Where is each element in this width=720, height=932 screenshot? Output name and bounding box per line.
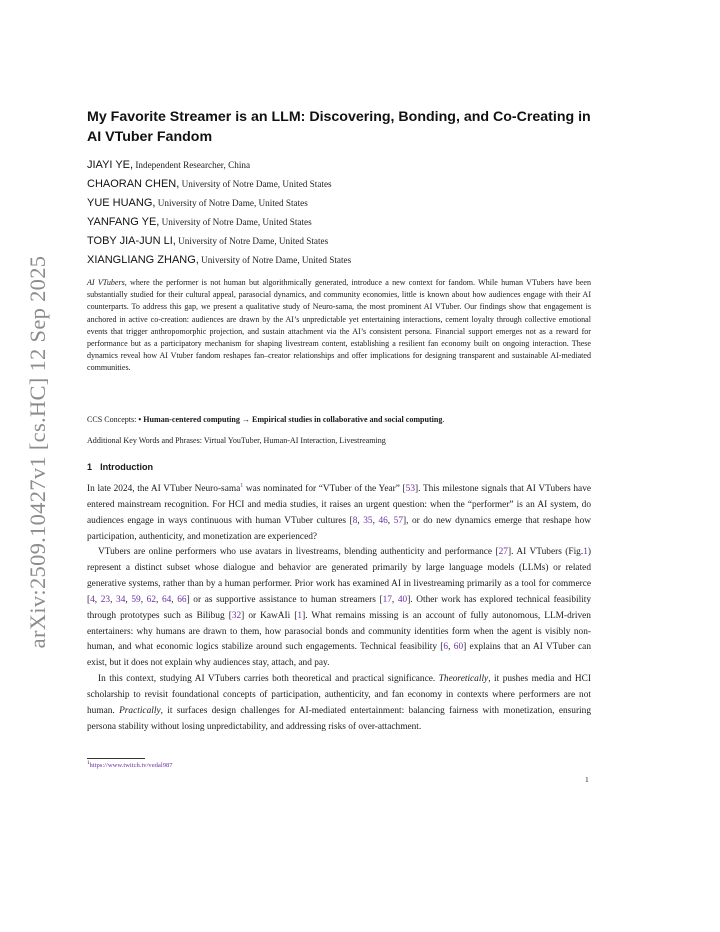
ccs-end: . [442,415,445,424]
ccs-concepts [87,415,591,424]
citation-link[interactable]: 34 [116,594,126,605]
text-run: , [140,594,147,605]
page-number: 1 [585,775,589,784]
text-run: , [110,594,117,605]
author-entry [87,213,591,232]
footnote-ref[interactable]: 1 [240,482,244,489]
citation-link[interactable]: 32 [231,610,242,621]
paper-title: My Favorite Streamer is an LLM: Discovering, Bonding, and Co-Creating in AI VTuber Fandom [87,109,591,145]
text-run: ] or as supportive assistance to human streamers [ [186,594,383,605]
author-affiliation: University of Notre Dame, United States [175,236,329,246]
author-entry [87,156,591,175]
paragraph [87,672,591,735]
text-run: , [357,515,364,526]
section-title: Introduction [100,462,154,472]
author-name: YANFANG YE, [87,216,160,228]
citation-link[interactable]: 66 [177,594,187,605]
text-run: , [94,594,101,605]
text-run: ] or KawAIi [ [241,610,298,621]
citation-link[interactable]: 8 [352,515,358,526]
text-run: In late 2024, the AI VTuber Neuro-sama [87,484,241,494]
text-run: , [125,594,132,605]
abstract-text: , where the performer is not human but algorithmically generated, introduce a new context for fandom. While human VTubers have been substantially studied for their cultural appeal, parasocial dynamics, and community economies, little is known about how audiences engage with their AI counterparts. To address this gap, we present a qualitative study of Neuro-sama, the most prominent AI VTuber. Our findings show that engagement is anchored in active co-creation: audiences are drawn by the AI’s unpredictable yet entertaining interactions, cement loyalty through collective emotional events that trigger anthropomorphic projection, and sustain attachment via the AI’s consistent persona. Financial support emerges not as a reward for performance but as a participatory mechanism for shaping livestream content, establishing a resilient fan economy built on ongoing interaction. These dynamics reveal how AI Vtuber fandom reshapes fan–creator relationships and offer implications for designing transparent and sustainable AI-mediated communities. [87,278,592,373]
emphasis: Theoretically [438,674,489,685]
author-affiliation: University of Notre Dame, United States [159,217,312,227]
author-list [87,156,591,270]
citation-link[interactable]: 59 [131,594,141,605]
abstract [87,277,591,375]
ccs-value: • Human-centered computing → Empirical studies in collaborative and social computing [138,415,443,424]
citation-link[interactable]: 27 [498,547,508,558]
author-affiliation: University of Notre Dame, United States [198,255,352,265]
citation-link[interactable]: 40 [397,594,408,605]
citation-link[interactable]: 4 [90,594,95,605]
abstract-lead: AI VTubers [87,278,125,287]
author-affiliation: University of Notre Dame, United States [179,179,332,189]
text-run: ]. This milestone signals that AI VTubers have entered mainstream recognition. For HCI and media studies, it raises an urgent question: when the “performer” is an AI system, do audiences engage in ways continuous with human VTuber cultures [ [87,484,592,526]
author-affiliation: University of Notre Dame, United States [155,198,308,208]
text-run: , [171,594,178,605]
text-run: ], or do new dynamics emerge that reshape how participation, authenticity, and monetization are experienced? [87,515,592,542]
citation-link[interactable]: 64 [161,594,172,605]
author-name: CHAORAN CHEN, [87,178,180,190]
text-run: , it surfaces design challenges for AI-mediated entertainment: balancing fairness with monetization, ensuring persona stability without losing unpredictability, and addressing risks of over-attachment. [87,705,592,732]
citation-link[interactable]: 62 [146,594,156,605]
footnote-rule [87,758,145,759]
citation-link[interactable]: 46 [378,515,388,526]
citation-link[interactable]: 35 [363,515,373,526]
text-run: was nominated for “VTuber of the Year” [ [243,484,406,494]
author-name: JIAYI YE, [87,159,134,171]
footnote [87,761,173,769]
text-run: ]. What remains missing is an account of fully autonomous, LLM-driven entertainers: why humans are drawn to them, how parasocial bonds and community identities form when the agent is visibly non-human, and what economic logics stabilize around such engagements. Technical feasibility [ [87,610,591,653]
author-affiliation: Independent Researcher, China [133,160,251,170]
text-run: ]. AI VTubers (Fig. [507,547,584,558]
text-run: VTubers are online performers who use avatars in livestreams, blending authenticity and performance [ [98,547,499,558]
section-number: 1 [87,462,93,472]
text-run: ]. Other work has explored technical feasibility through prototypes such as Bilibug [ [87,594,592,621]
text-run: , [372,515,379,526]
citation-link[interactable]: 1 [583,547,588,558]
citation-link[interactable]: 57 [393,515,403,526]
footnote-mark: 1 [87,761,90,766]
text-run: , [387,515,394,526]
citation-link[interactable]: 1 [297,610,303,621]
author-entry [87,232,591,251]
arxiv-identifier: arXiv:2509.10427v1 [cs.HC] 12 Sep 2025 [25,255,50,649]
paragraph [87,545,591,672]
keywords: Additional Key Words and Phrases: Virtual YouTuber, Human-AI Interaction, Livestreaming [87,436,386,445]
citation-link[interactable]: 6 [443,642,449,653]
text-run: ) represent a distinct subset whose dialogue and behavior are generated primarily by large language models (LLMs) or related generative systems, rather than by a human performer. Prior work has examined AI in livestreaming primarily as a tool for commerce [ [87,547,591,605]
author-name: TOBY JIA-JUN LI, [87,235,176,247]
citation-link[interactable]: 53 [405,484,415,494]
text-run: , [391,594,398,605]
paragraph [87,482,591,545]
text-run: In this context, studying AI VTubers carries both theoretical and practical significance. [98,674,439,685]
citation-link[interactable]: 17 [382,594,392,605]
footnote-link[interactable]: https://www.twitch.tv/vedal987 [89,762,173,770]
text-run: , [448,642,454,653]
section-heading [87,462,153,472]
author-entry [87,194,591,213]
citation-link[interactable]: 60 [453,642,464,653]
ccs-label: CCS Concepts: [87,415,139,424]
author-entry [87,251,591,270]
text-run: , [155,594,162,605]
body-text [87,482,591,736]
author-entry [87,175,591,194]
citation-link[interactable]: 23 [100,594,111,605]
text-run: ] explains that an AI VTuber can exist, but it does not explain why audiences stay, attach, and pay. [87,642,591,669]
author-name: XIANGLIANG ZHANG, [87,254,199,266]
emphasis: Practically [119,705,161,716]
author-name: YUE HUANG, [87,197,156,209]
text-run: , it pushes media and HCI scholarship to revisit foundational concepts of participation, authenticity, and fan economy in contexts where performers are not human. [87,674,591,716]
